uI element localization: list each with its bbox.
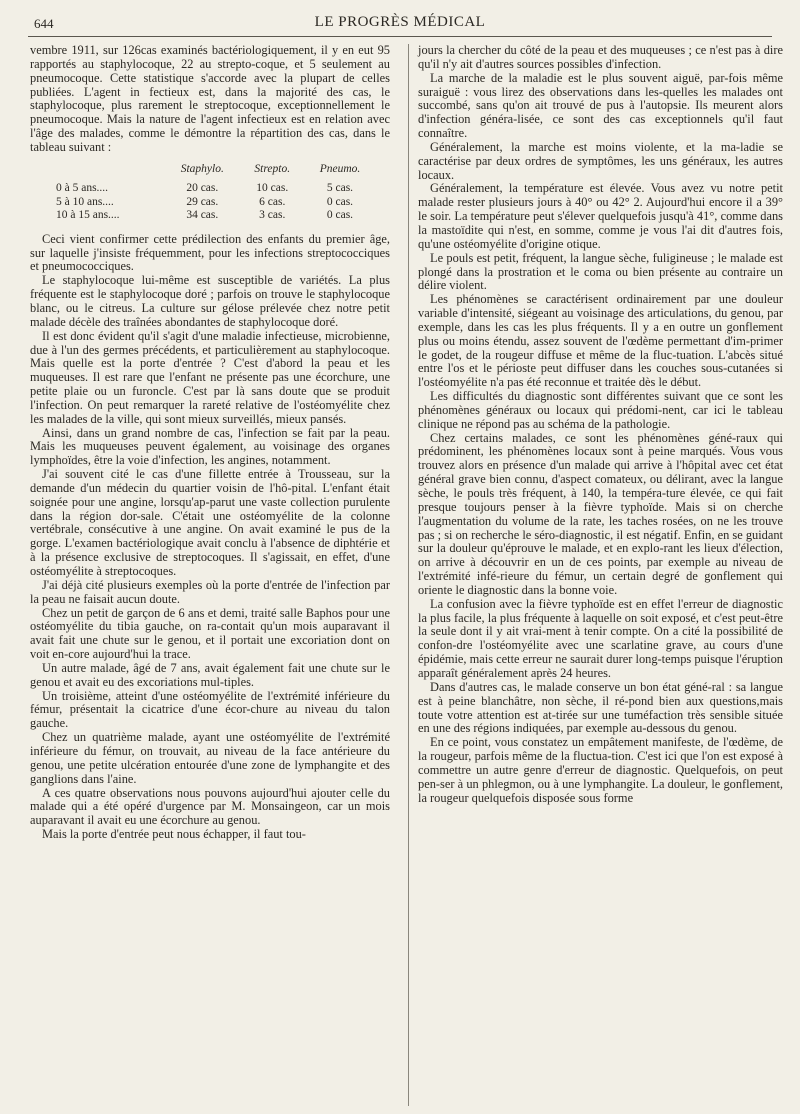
table-cell: 5 cas. (326, 182, 354, 195)
paragraph: J'ai déjà cité plusieurs exemples où la porte d'entrée de l'infection par la peau ne faisait aucun doute. (30, 577, 390, 606)
paragraph: Ainsi, dans un grand nombre de cas, l'infection se fait par la peau. Mais les muqueuses peuvent également, au voisinage des organes lymphoïdes, être la voie d'infection, les angines, notamment. (30, 425, 390, 468)
paragraph: A ces quatre observations nous pouvons aujourd'hui ajouter celle du malade qui a été opéré d'urgence par M. Monsaingeon, car un mois auparavant il avait eu une écorchure au genou. (30, 785, 390, 828)
paragraph: Le staphylocoque lui-même est susceptible de variétés. La plus fréquente est le staphylocoque doré ; parfois on trouve le staphylocoque blanc, ou le citreus. La culture sur gélose prélevée chez notre petit malade décèle des traînées abondantes de staphylocoque doré. (30, 273, 390, 329)
table-cell: 20 cas. (186, 182, 219, 195)
paragraph: jours la chercher du côté de la peau et des muqueuses ; ce n'est pas à dire qu'il n'y ait d'autres sources possibles d'infection. (418, 43, 783, 71)
paragraph: Ceci vient confirmer cette prédilection des enfants du premier âge, sur laquelle j'insiste fréquemment, pour les infections streptococciques et pneumococciques. (30, 231, 390, 274)
table-cell: 6 cas. (259, 195, 286, 208)
paragraph: Chez un quatrième malade, ayant une ostéomyélite de l'extrémité inférieure du fémur, on trouvait, au niveau de la face antérieure du genou, une petite ulcération entourée d'une zone de lymphangite et des ganglions dans l'aine. (30, 730, 390, 786)
paragraph: La confusion avec la fièvre typhoïde est en effet l'erreur de diagnostic la plus facile, la plus fréquente à laquelle on soit exposé, et c'est peut-être la seule dont il y ait vrai-ment à tenir compte. On a cité la possibilité de confon-dre l'ostéomyélite avec une scarlatine grave, au cours d'une épidémie, mais cette erreur ne saurait durer long-temps puisque l'éruption apparaît généralement après 24 heures. (418, 596, 783, 680)
paragraph: La marche de la maladie est le plus souvent aiguë, par-fois même suraiguë : vous lirez des observations dans les-quelles les malades ont succombé, sans qu'on ait trouvé de pus à l'autopsie. Ils meurent alors d'infection généra-lisée, ce sont des cas exceptionnels qu'il faut connaître. (418, 70, 783, 141)
table-row (56, 182, 376, 196)
table-header: Staphylo. (180, 162, 224, 175)
table-row-label: 5 à 10 ans.... (56, 195, 114, 208)
paragraph: Généralement, la marche est moins violente, et la ma-ladie se caractérise par deux ordres de symptômes, les uns généraux, les autres locaux. (418, 139, 783, 182)
table-cell: 0 cas. (326, 195, 354, 208)
page-header (28, 10, 772, 37)
table-cell: 3 cas. (259, 209, 286, 222)
table-row-label: 0 à 5 ans.... (56, 182, 109, 195)
page-number: 644 (34, 16, 54, 31)
table-cell: 0 cas. (326, 209, 354, 222)
running-title: LE PROGRÈS MÉDICAL (314, 14, 486, 30)
paragraph: Les difficultés du diagnostic sont différentes suivant que ce sont les phénomènes généraux ou locaux qui prédomi-nent, car ici le tableau clinique ne répond pas au schéma de la pathologie. (418, 389, 783, 431)
table-row (56, 196, 376, 210)
paragraph: Le pouls est petit, fréquent, la langue sèche, fuligineuse ; le malade est plongé dans la prostration et le coma ou bien présente au contraire un délire violent. (418, 250, 783, 293)
paragraph: Chez certains malades, ce sont les phénomènes géné-raux qui prédominent, les phénomènes locaux sont à peine marqués. Vous vous trouvez alors en présence d'un malade qui arrive à l'hôpital avec cet état général grave bien connu, d'aspect comateux, ou délirant, avec la langue sèche, le pouls très fréquent, à 140, la tempéra-ture élevée, ce qui fait presque toujours penser à la fièvre typhoïde. Mais si on cherche l'augmentation du volume de la rate, les taches rosées, on ne les trouve pas ; si on recherche le séro-diagnostic, il est négatif. Enfin, en se guidant sur la douleur qu'éprouve le malade, et en explo-rant les lieux d'élection, on arrive à découvrir en un de ces points, par exemple au niveau de l'extrémité infé-rieure du fémur, un certain degré de gonflement qui oriente le diagnostic dans la bonne voie. (418, 430, 783, 597)
right-column (418, 44, 783, 805)
paragraph: vembre 1911, sur 126cas examinés bactériologiquement, il y en eut 95 rapportés au staphylocoque, 22 au strepto-coque, et 5 seulement au pneumocoque. Cette statistique s'accorde avec la plupart de celles publiées. L'agent in fectieux est, dans la majorité des cas, le staphylocoque, plus rarement le streptocoque, exceptionnellement le pneumocoque. Mais la nature de l'agent infectieux est en relation avec l'âge des malades, comme le démontre la répartition des cas, dans le tableau suivant : (30, 43, 390, 154)
paragraph: Dans d'autres cas, le malade conserve un bon état géné-ral : sa langue est à peine blanchâtre, non sèche, il ré-pond bien aux questions,mais toute votre attention est at-tirée sur une tuméfaction très sensible située en une des régions indiquées, par exemple au-dessous du genou. (418, 679, 783, 736)
table-cell: 29 cas. (186, 195, 219, 208)
table-cell: 10 cas. (256, 182, 289, 195)
left-column (30, 44, 390, 842)
table-header-empty (56, 163, 164, 183)
paragraph: Les phénomènes se caractérisent ordinairement par une douleur variable d'intensité, siégeant au voisinage des articulations, du genou, par exemple, dans les cas les plus fréquents. Il y a en outre un gonflement plus ou moins étendu, assez souvent de l'œdème permettant d'im-primer le godet, de la rougeur diffuse et même de la fluc-tuation. L'abcès situé entre l'os et le périoste peut diffuser dans les couches sous-cutanées si l'ostéomyélite n'a pas été reconnue et traitée dès le début. (418, 292, 783, 390)
column-divider (408, 44, 409, 1106)
paragraph: Chez un petit de garçon de 6 ans et demi, traité salle Baphos pour une ostéomyélite du tibia gauche, on ra-contait qu'un mois auparavant il avait fait une chute sur le genou, et il portait une excoriation dont on voit en-core aujourd'hui la trace. (30, 605, 390, 662)
paragraph: Un autre malade, âgé de 7 ans, avait également fait une chute sur le genou et avait eu des excoriations mul-tiples. (30, 660, 390, 689)
table-header-row (56, 163, 376, 183)
table-row (56, 209, 376, 223)
age-distribution-table (56, 163, 376, 223)
paragraph: Mais la porte d'entrée peut nous échapper, il faut tou- (42, 827, 306, 842)
paragraph: J'ai souvent cité le cas d'une fillette entrée à Trousseau, sur la demande d'un médecin du quartier voisin de l'hô-pital. L'enfant était soignée pour une angine, lorsqu'ap-parut une vaste collection purulente dans la région dor-sale. C'était une ostéomyélite de la colonne vertébrale, consécutive à une angine. On avait examiné le pus de la gorge. L'examen bactériologique avait conclu à l'absence de diphtérie et à la présence exclusive de streptocoques. Il s'agissait, en effet, d'une ostéomyélite à streptocoques. (30, 467, 390, 578)
table-row-label: 10 à 15 ans.... (56, 209, 120, 222)
paragraph: Un troisième, atteint d'une ostéomyélite de l'extrémité inférieure du fémur, présentait la cicatrice d'une écor-chure au niveau du talon gauche. (30, 688, 390, 731)
paragraph: Généralement, la température est élevée. Vous avez vu notre petit malade rester plusieurs jours à 40° ou 42° 2. Aujourd'hui encore il a 39° le soir. La température peut s'élever quelquefois jusqu'à 41°, comme dans la mastoïdite qui n'est, en somme, comme je vous l'ai dit d'autres fois, qu'une ostéomyélite d'origine otique. (418, 181, 783, 251)
table-cell: 34 cas. (186, 209, 219, 222)
paragraph: Il est donc évident qu'il s'agit d'une maladie infectieuse, microbienne, due à l'un des germes précédents, et particulièrement au staphylocoque. Mais quelle est la porte d'entrée ? C'est d'abord la peau et les muqueuses. Il est rare que l'enfant ne présente pas une écorchure, une petite plaie ou un furoncle. C'est par là sans doute que se produit l'infection. On peut remarquer la rareté relative de l'ostéomyélite chez les malades de la ville, qui sont mieux surveillés, mieux pansés. (30, 328, 390, 426)
table-header: Pneumo. (319, 162, 361, 175)
table-header: Strepto. (254, 162, 291, 175)
paragraph: En ce point, vous constatez un empâtement manifeste, de l'œdème, de la rougeur, parfois même de la fluctua-tion. C'est ici que l'on est exposé à commettre un autre genre d'erreur de diagnostic. Quelquefois, on peut pen-ser à un phlegmon, ou à une lymphangite. La douleur, le gonflement, la rougeur quelquefois disposée sous forme (418, 735, 783, 805)
